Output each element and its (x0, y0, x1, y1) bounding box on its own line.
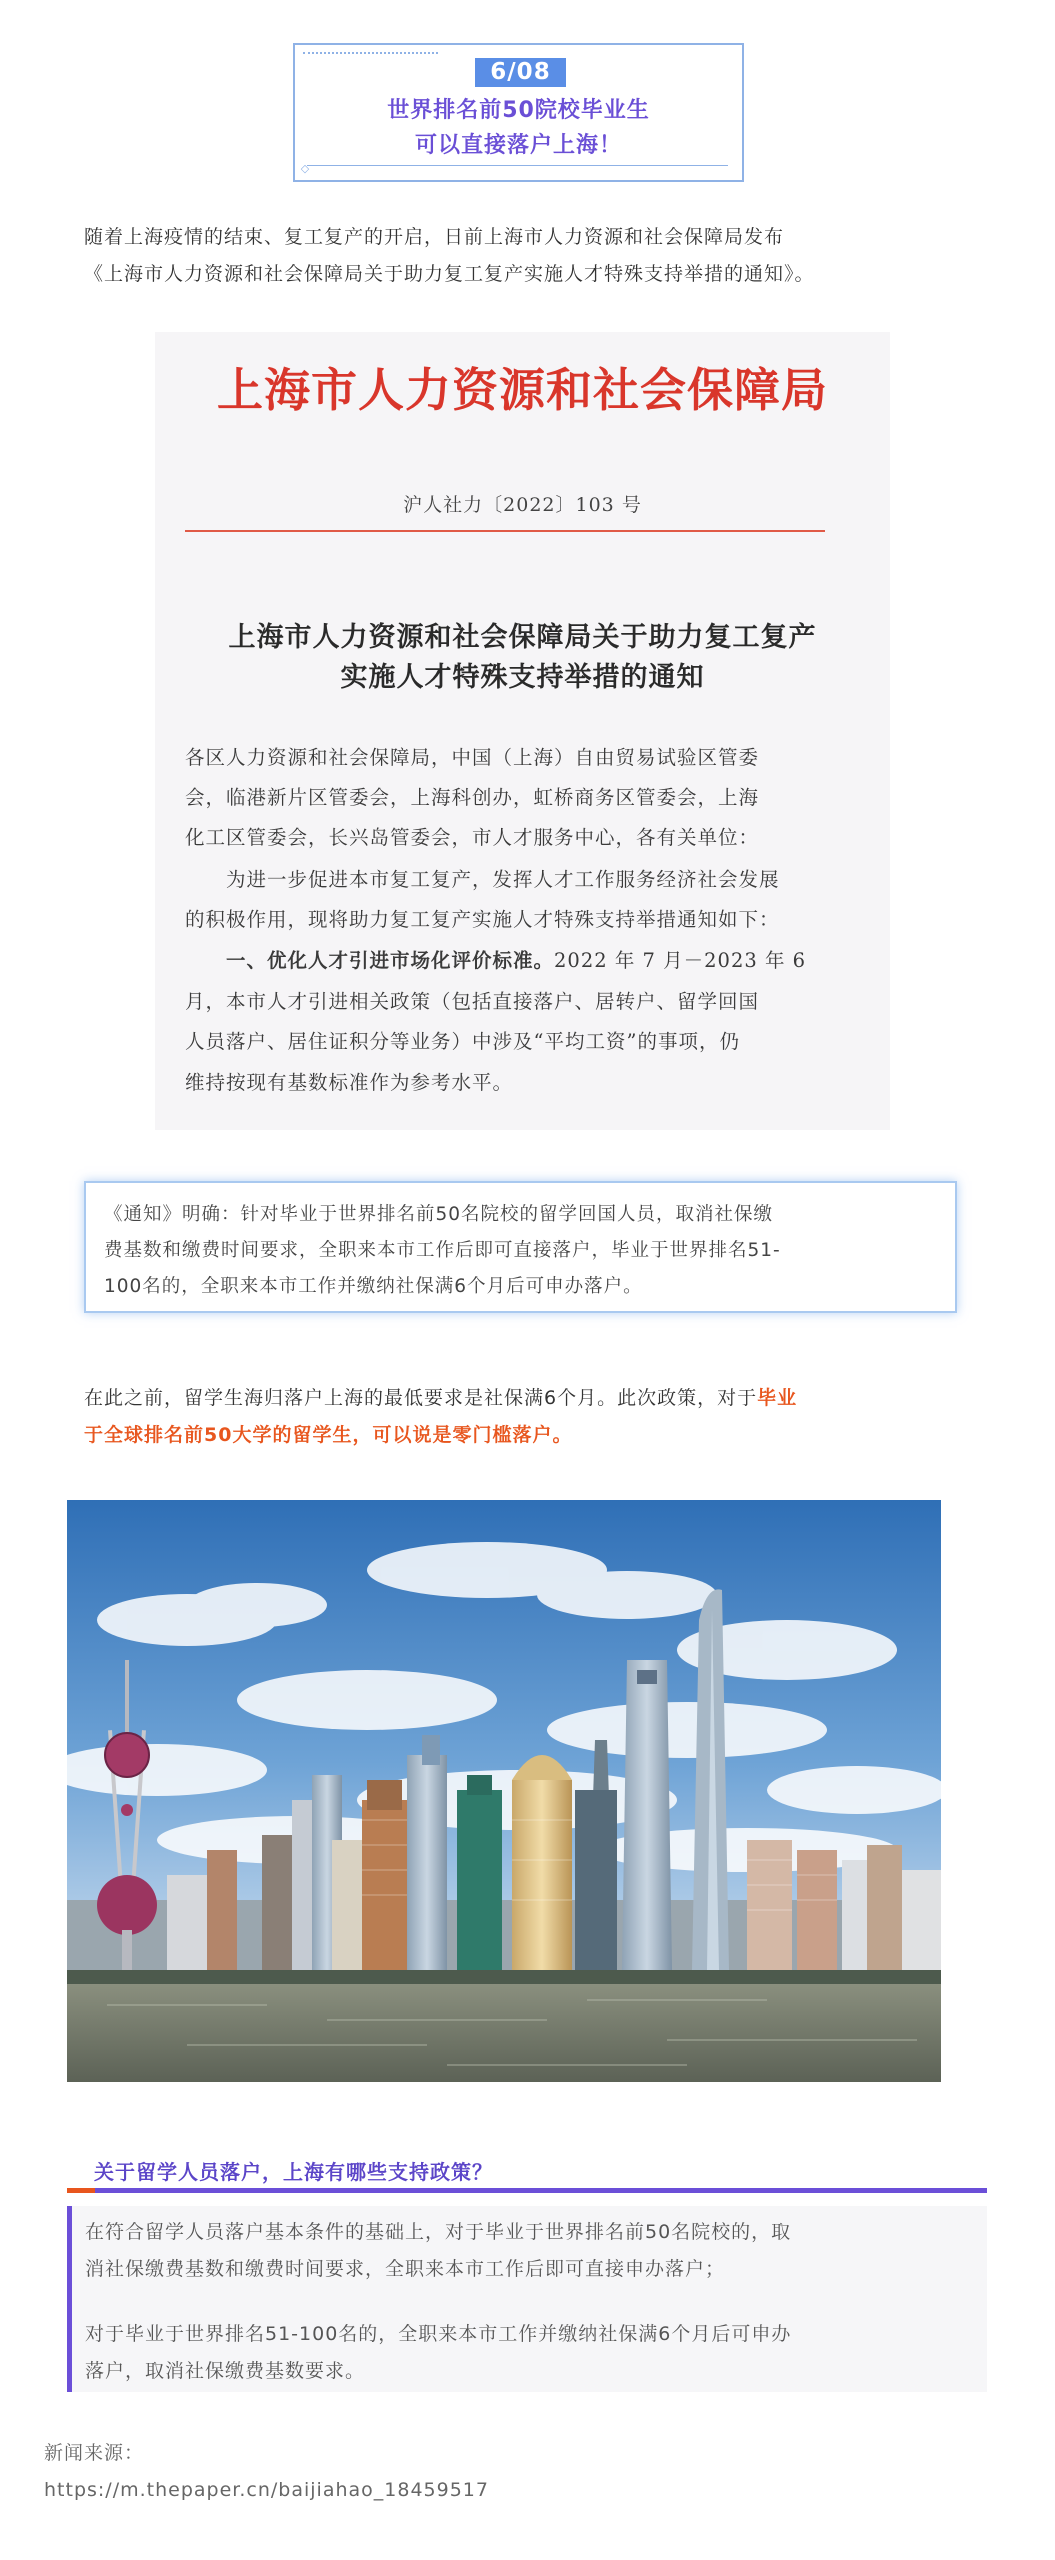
highlight-text: 毕业 (757, 1387, 798, 1409)
document-number: 沪人社力〔2022〕103 号 (403, 494, 642, 516)
section-title: 关于留学人员落户，上海有哪些支持政策？ (94, 2160, 493, 2184)
notice-title-line-2: 实施人才特殊支持举措的通知 (340, 662, 705, 693)
news-source (44, 2435, 944, 2509)
headline-card (293, 43, 744, 182)
previous-policy-paragraph (84, 1380, 984, 1454)
notice-body-line: 为进一步促进本市复工复产，发挥人才工作服务经济社会发展 (185, 868, 780, 891)
policy-quote-block (67, 2206, 987, 2392)
policy-p2-line-1: 对于毕业于世界排名51-100名的，全职来本市工作并缴纳社保满6个月后可申办 (85, 2323, 792, 2345)
notice-summary-box (84, 1181, 957, 1313)
diamond-icon: ◇ (300, 162, 310, 175)
item-1-text: 2022 年 7 月－2023 年 6 (554, 949, 807, 972)
summary-line-3: 100名的，全职来本市工作并缴纳社保满6个月后可申办落户。 (104, 1276, 643, 1297)
summary-line-1: 《通知》明确：针对毕业于世界排名前50名院校的留学回国人员，取消社保缴 (104, 1204, 774, 1225)
intro-line-1: 随着上海疫情的结束、复工复产的开启，日前上海市人力资源和社会保障局发布 (84, 226, 785, 248)
intro-line-2: 《上海市人力资源和社会保障局关于助力复工复产实施人才特殊支持举措的通知》。 (84, 263, 815, 285)
letterhead-red-line (185, 530, 825, 532)
policy-p1-line-2: 消社保缴费基数和缴费时间要求，全职来本市工作后即可直接申办落户； (85, 2258, 726, 2280)
previous-policy-line-1 (84, 1380, 984, 1417)
shanghai-skyline-photo (67, 1500, 941, 2082)
notice-body-line: 月，本市人才引进相关政策（包括直接落户、居转户、留学回国 (185, 990, 760, 1013)
notice-title-line-1: 上海市人力资源和社会保障局关于助力复工复产 (228, 622, 817, 653)
notice-body-line: 维持按现有基数标准作为参考水平。 (185, 1071, 514, 1094)
highlight-text-line-2: 于全球排名前50大学的留学生，可以说是零门槛落户。 (84, 1424, 573, 1446)
notice-body-line: 化工区管委会，长兴岛管委会，市人才服务中心，各有关单位： (185, 826, 760, 849)
headline-line-1: 世界排名前50院校毕业生 (387, 98, 650, 123)
source-link[interactable]: https://m.thepaper.cn/baijiahao_18459517 (44, 2479, 489, 2501)
source-label: 新闻来源： (44, 2442, 145, 2464)
policy-paragraph-1 (85, 2214, 985, 2288)
item-1-heading: 一、优化人才引进市场化评价标准。 (185, 949, 555, 972)
notice-item-1 (185, 945, 860, 973)
previous-policy-text: 在此之前，留学生海归落户上海的最低要求是社保满6个月。此次政策，对于 (84, 1387, 758, 1409)
summary-line-2: 费基数和缴费时间要求，全职来本市工作后即可直接落户，毕业于世界排名51- (104, 1240, 781, 1261)
policy-paragraph-2 (85, 2316, 985, 2390)
section-underline-accent (67, 2188, 95, 2193)
notice-document-image (155, 332, 890, 1130)
section-heading (67, 2154, 987, 2194)
notice-body-line: 的积极作用，现将助力复工复产实施人才特殊支持举措通知如下： (185, 908, 780, 931)
notice-body-line: 会，临港新片区管委会，上海科创办，虹桥商务区管委会，上海 (185, 786, 760, 809)
policy-p1-line-1: 在符合留学人员落户基本条件的基础上，对于毕业于世界排名前50名院校的，取 (85, 2221, 792, 2243)
notice-body-line: 各区人力资源和社会保障局，中国（上海）自由贸易试验区管委 (185, 746, 760, 769)
agency-letterhead: 上海市人力资源和社会保障局 (217, 363, 828, 417)
divider-line (307, 165, 728, 166)
date-badge: 6/08 (475, 58, 566, 87)
intro-paragraph (84, 219, 984, 293)
policy-p2-line-2: 落户，取消社保缴费基数要求。 (85, 2360, 366, 2382)
notice-body-line: 人员落户、居住证积分等业务）中涉及“平均工资”的事项，仍 (185, 1030, 740, 1053)
section-underline (67, 2188, 987, 2193)
dotted-divider (303, 52, 438, 54)
headline-line-2: 可以直接落户上海！ (414, 133, 622, 158)
